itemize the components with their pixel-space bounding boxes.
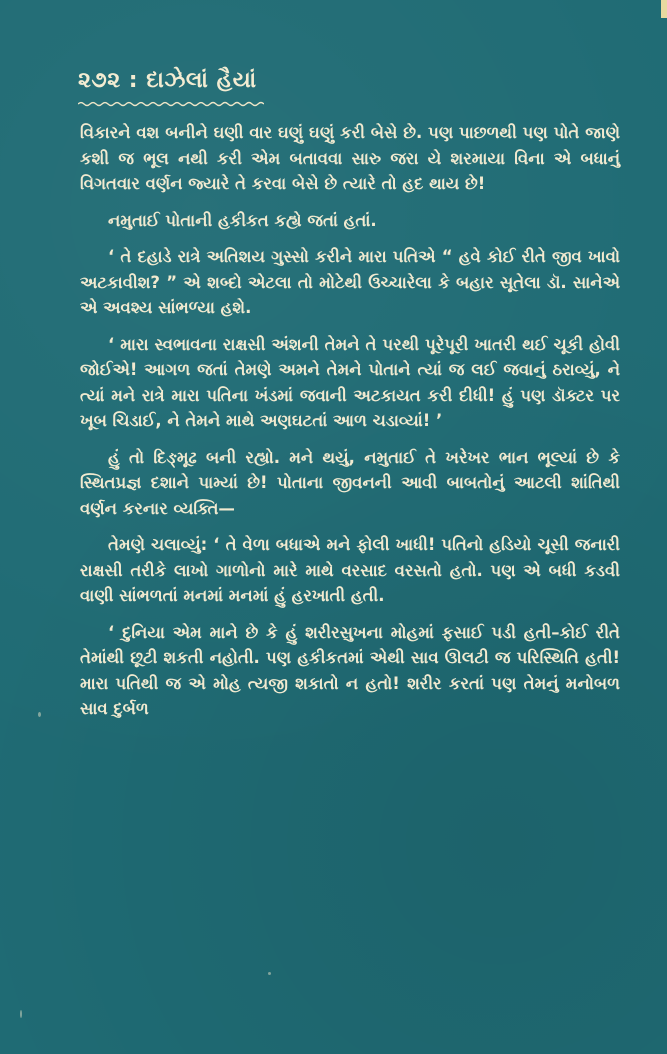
paragraph: ‘ દુનિયા એમ માને છે કે હું શરીરસુખના મોહમાં ફસાઈ પડી હતી–કોઈ રીતે તેમાંથી છૂટી શકતી નહોતી. પણ હકીકતમાં એથી સાવ ઊલટી જ પરિસ્થિતિ હતી! મારા પતિથી જ એ મોહ ત્યજી શકાતો ન હતો! શરીર કરતાં પણ તેમનું મનોબળ સાવ દુર્બળ xyxy=(80,622,620,718)
paragraph: હું તો દિઙ્મૂઢ બની રહ્યો. મને થયું, નમુતાઈ તે ખરેખર ભાન ભૂલ્યાં છે કે સ્થિતપ્રજ્ઞ દશાને પામ્યાં છે! પોતાના જીવનની આવી બાબતોનું આટલી શાંતિથી વર્ણન કરનાર વ્યક્તિ— xyxy=(80,447,620,518)
paragraph: ‘ મારા સ્વભાવના રાક્ષસી અંશની તેમને તે પરથી પૂરેપૂરી ખાતરી થઈ ચૂકી હોવી જોઈએ! આગળ જતાં તેમણે અમને તેમને પોતાને ત્યાં જ લઈ જવાનું ઠરાવ્યું, ને ત્યાં મને રાત્રે મારા પતિના ખંડમાં જવાની અટકાયત કરી દીધી! હું પણ ડૉક્ટર પર ખૂબ ચિડાઈ, ને તેમને માથે અણઘટતાં આળ ચડાવ્યાં! ’ xyxy=(80,334,620,430)
page-corner-edge xyxy=(661,0,667,18)
paragraph: વિકારને વશ બનીને ઘણી વાર ઘણું ઘણું કરી બેસે છે. પણ પાછળથી પણ પોતે જાણે કશી જ ભૂલ નથી કરી એમ બતાવવા સારુ જરા યે શરમાયા વિના એ બધાનું વિગતવાર વર્ણન જ્યારે તે કરવા બેસે છે ત્યારે તો હદ થાય છે! xyxy=(80,123,620,193)
body-text xyxy=(80,120,620,733)
paragraph: નમુતાઈ પોતાની હકીકત કહ્યે જતાં હતાં. xyxy=(108,210,377,230)
running-header: ૨૭૨ : દાઝેલાં હૈયાં xyxy=(78,68,257,93)
paragraph: ‘ તે દહાડે રાત્રે અતિશય ગુસ્સો કરીને મારા પતિએ “ હવે કોઈ રીતે જીવ ખાવો અટકાવીશ? ” એ શબ્દો એટલા તો મોટેથી ઉચ્ચારેલા કે બહાર સૂતેલા ડૉ. સાનેએ એ અવશ્ય સાંભળ્યા હશે. xyxy=(80,247,620,317)
paper-speck xyxy=(38,712,41,717)
paragraph: તેમણે ચલાવ્યું: ‘ તે વેળા બધાએ મને ફોલી ખાધી! પતિનો હડિયો ચૂસી જનારી રાક્ષસી તરીકે લાખો ગાળોનો મારે માથે વરસાદ વરસતો હતો. પણ એ બધી કડવી વાણી સાંભળતાં મનમાં મનમાં હું હરખાતી હતી. xyxy=(80,535,620,605)
paper-speck xyxy=(268,972,271,975)
paper-speck xyxy=(20,1010,22,1018)
header-wavy-underline xyxy=(78,101,264,107)
